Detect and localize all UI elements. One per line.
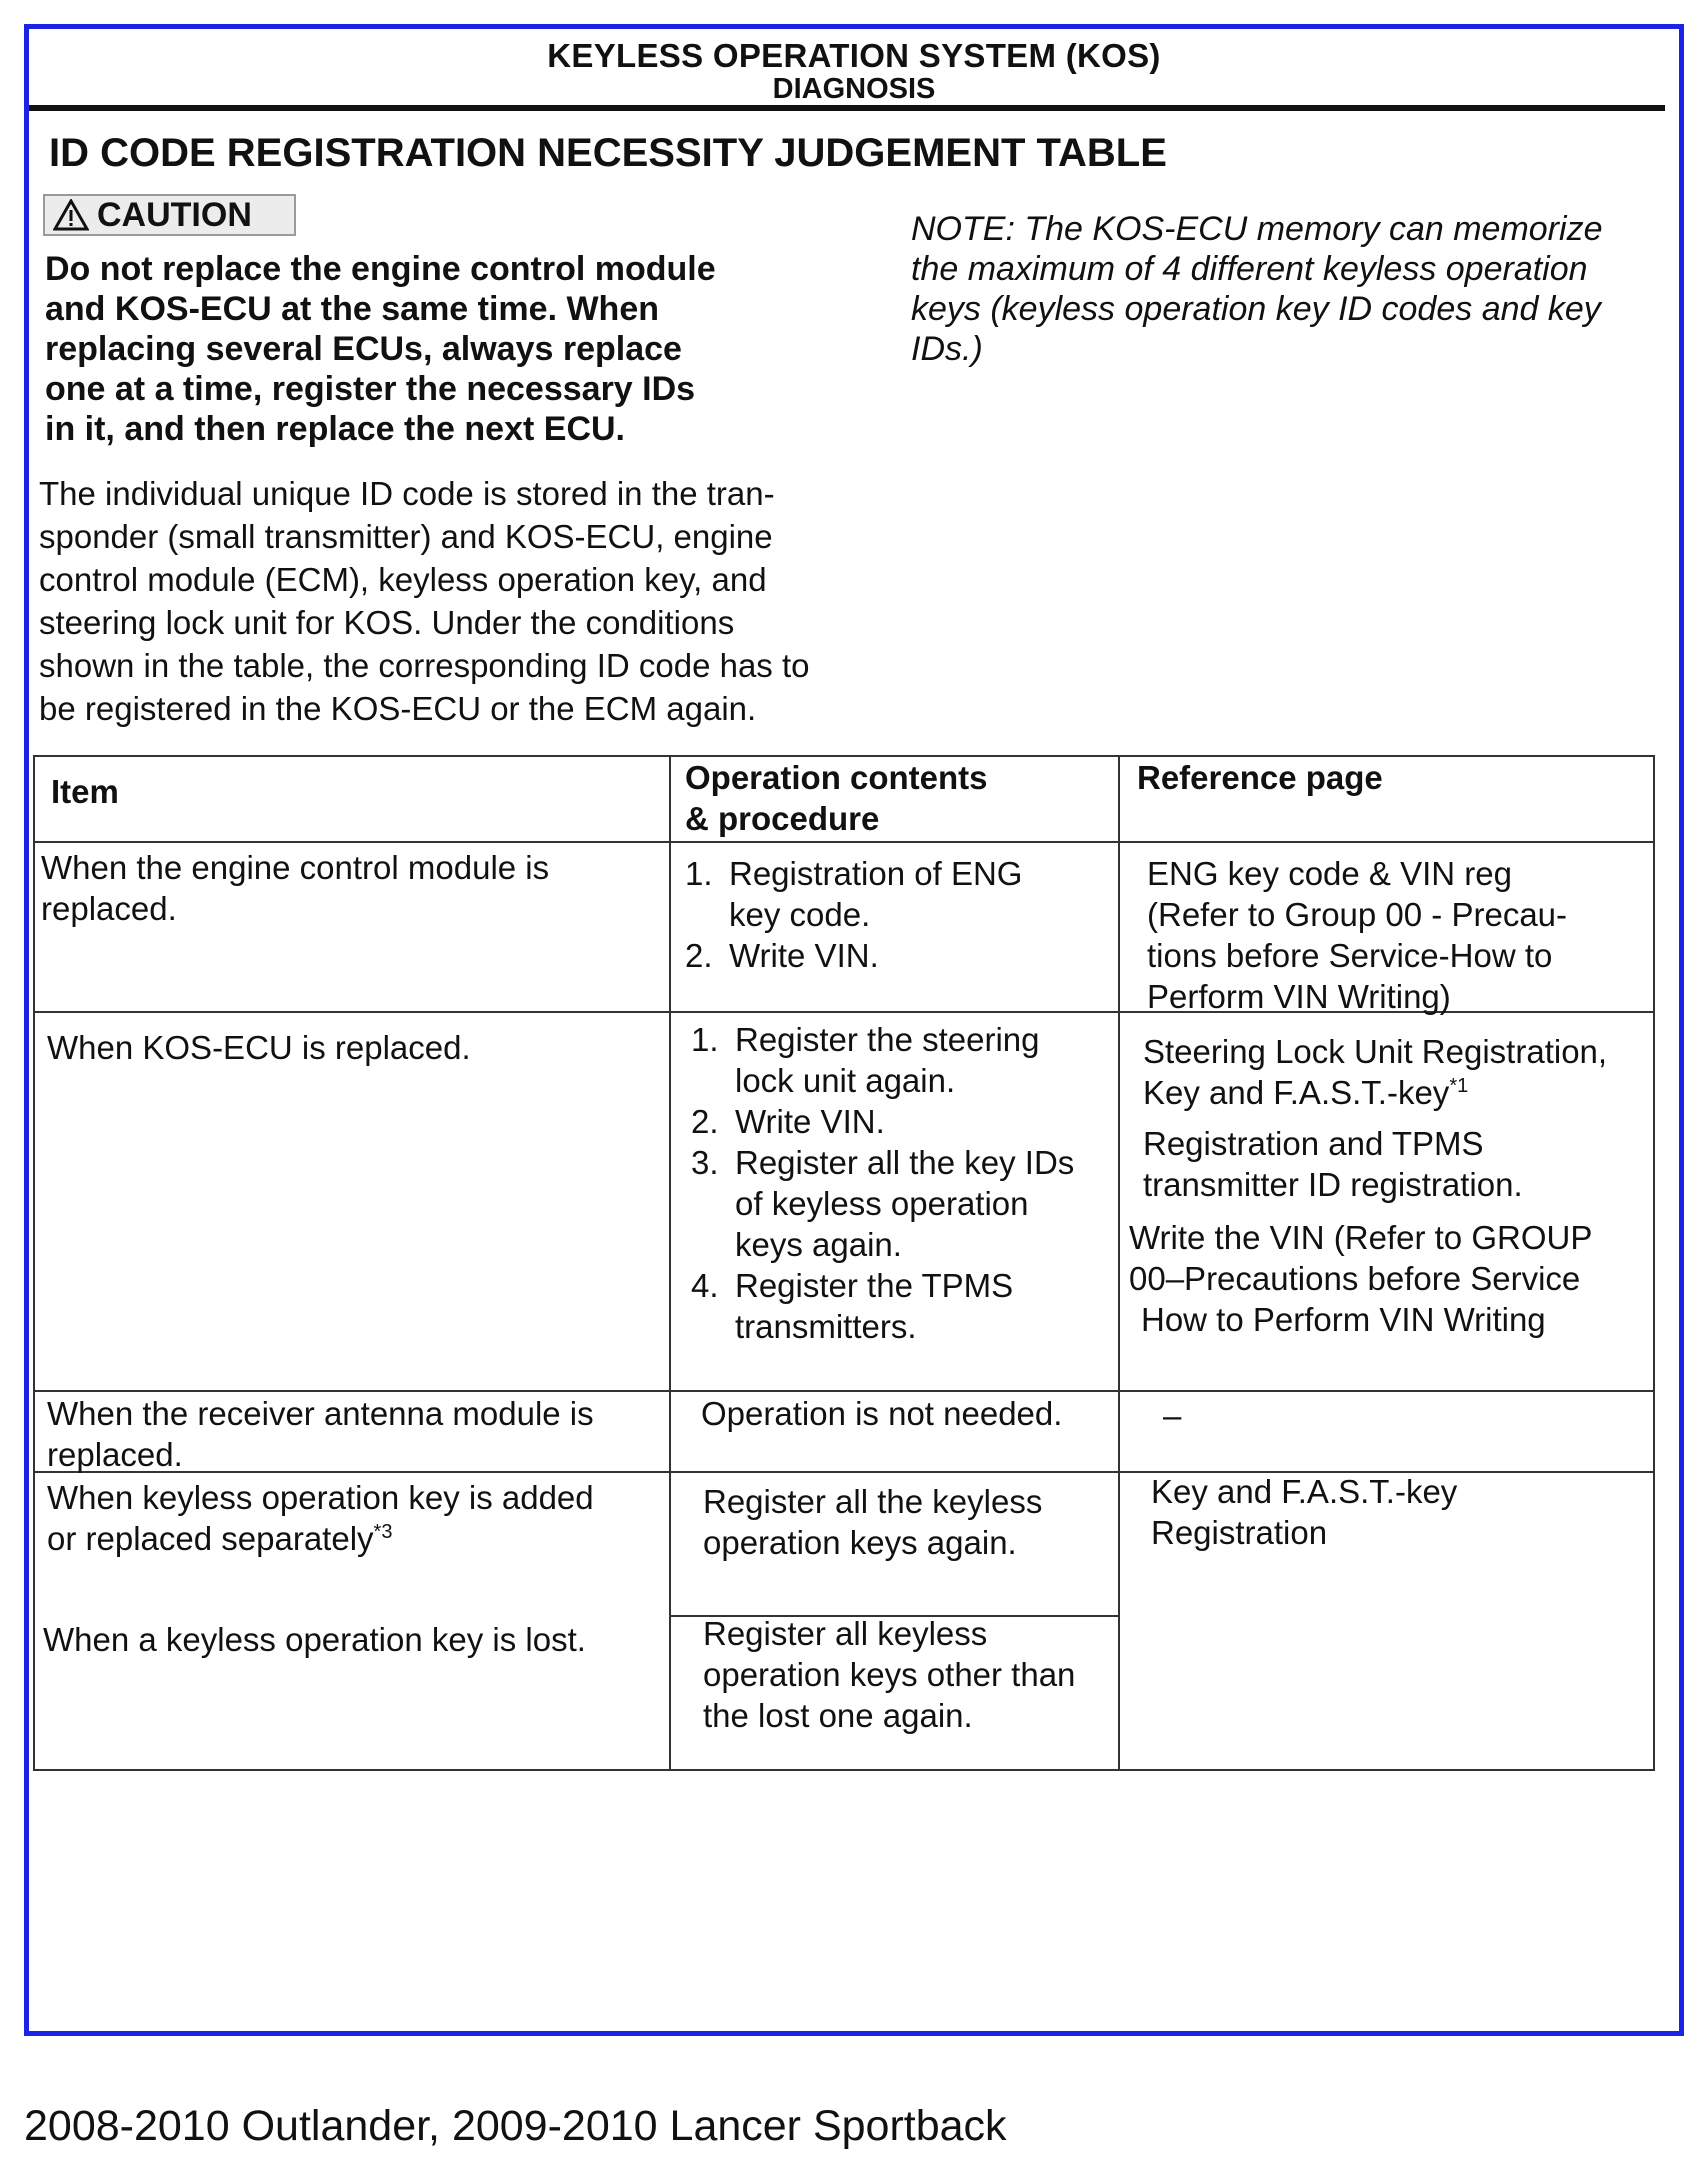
step-text: Write VIN.: [735, 1103, 885, 1140]
step-item: [691, 1142, 1074, 1265]
footnote-marker: *3: [373, 1521, 393, 1543]
cell-line: tions before Service-How to: [1147, 937, 1553, 974]
note-text: [911, 209, 1671, 369]
cell-line: 00–Precautions before Service: [1129, 1260, 1581, 1297]
cell-line: Registration and TPMS: [1143, 1125, 1484, 1162]
cell-line: When the engine control module is: [41, 849, 550, 886]
table-row-item: When KOS-ECU is replaced.: [47, 1029, 471, 1066]
section-header-title: KEYLESS OPERATION SYSTEM (KOS): [547, 37, 1161, 74]
table-divider: [33, 841, 1655, 843]
step-text: [729, 853, 1022, 935]
intro-line: shown in the table, the corresponding ID code has to: [39, 647, 810, 684]
step-text: Write VIN.: [729, 937, 879, 974]
note-line: IDs.): [911, 330, 983, 368]
page-frame: [24, 24, 1684, 2036]
cell-line: lock unit again.: [735, 1062, 956, 1099]
cell-line: operation keys again.: [703, 1524, 1017, 1561]
cell-line: operation keys other than: [703, 1656, 1076, 1693]
step-item: [691, 1101, 1074, 1142]
table-row-steps: [691, 1019, 1074, 1347]
cell-line: Registration of ENG: [729, 855, 1023, 892]
table-row-item: [41, 847, 549, 929]
table-row-item: [47, 1477, 594, 1559]
footer-model-years: 2008-2010 Outlander, 2009-2010 Lancer Sportback: [24, 2102, 1007, 2150]
table-row-reference: [1147, 853, 1567, 1017]
cell-line: replaced.: [47, 1436, 183, 1473]
table-row-operation: [703, 1613, 1075, 1736]
warning-triangle-icon: [53, 199, 89, 231]
page-title: ID CODE REGISTRATION NECESSITY JUDGEMENT TABLE: [49, 131, 1167, 175]
cell-line: Register the steering: [735, 1021, 1040, 1058]
step-number: 4.: [691, 1267, 719, 1304]
cell-line: (Refer to Group 00 - Precau-: [1147, 896, 1568, 933]
column-header-line: & procedure: [685, 800, 880, 837]
table-divider: [669, 755, 671, 1771]
column-header-line: Operation contents: [685, 759, 988, 796]
table-row-reference: –: [1163, 1397, 1182, 1434]
intro-line: The individual unique ID code is stored in the tran-: [39, 475, 775, 512]
table-border: [33, 755, 35, 1771]
section-header-subtitle: DIAGNOSIS: [772, 73, 936, 105]
step-text: [735, 1265, 1013, 1347]
intro-line: be registered in the KOS-ECU or the ECM again.: [39, 690, 757, 727]
step-item: [691, 1265, 1074, 1347]
header-divider: [29, 105, 1665, 111]
cell-line: the lost one again.: [703, 1697, 973, 1734]
cell-line: Register all the key IDs: [735, 1144, 1075, 1181]
cell-text: or replaced separately: [47, 1520, 374, 1557]
table-divider: [33, 1390, 1655, 1392]
cell-line: replaced.: [41, 890, 177, 927]
cell-line: Register the TPMS: [735, 1267, 1014, 1304]
table-border: [1653, 755, 1655, 1771]
intro-line: sponder (small transmitter) and KOS-ECU, engine: [39, 518, 773, 555]
table-row-reference: [1151, 1471, 1457, 1553]
cell-line: Registration: [1151, 1514, 1328, 1551]
caution-line: and KOS-ECU at the same time. When: [45, 290, 659, 328]
caution-text: [45, 249, 845, 449]
caution-label: CAUTION: [97, 195, 252, 234]
cell-line: [47, 1518, 594, 1559]
table-row-item: [47, 1393, 594, 1475]
cell-line: How to Perform VIN Writing: [1141, 1301, 1546, 1338]
table-border: [33, 1769, 1655, 1771]
note-line: NOTE: The KOS-ECU memory can memorize: [911, 210, 1603, 248]
cell-line: When keyless operation key is added: [47, 1479, 594, 1516]
step-number: 3.: [691, 1144, 719, 1181]
step-text: [735, 1142, 1074, 1265]
cell-line: [1129, 1072, 1607, 1113]
cell-line: Perform VIN Writing): [1147, 978, 1451, 1015]
table-row-operation: [703, 1481, 1042, 1563]
table-row-operation: Operation is not needed.: [701, 1395, 1063, 1432]
cell-line: Register all the keyless: [703, 1483, 1043, 1520]
cell-line: keys again.: [735, 1226, 902, 1263]
step-number: 2.: [691, 1103, 719, 1140]
cell-line: Key and F.A.S.T.-key: [1151, 1473, 1458, 1510]
intro-paragraph: [39, 472, 919, 730]
cell-line: ENG key code & VIN reg: [1147, 855, 1512, 892]
caution-line: replacing several ECUs, always replace: [45, 330, 682, 368]
table-divider: [1118, 755, 1120, 1771]
table-row-item: When a keyless operation key is lost.: [43, 1621, 586, 1658]
table-row-reference: [1129, 1031, 1607, 1340]
caution-line: one at a time, register the necessary IDs: [45, 370, 696, 408]
cell-line: transmitters.: [735, 1308, 917, 1345]
footnote-marker: *1: [1449, 1075, 1469, 1097]
cell-line: Register all keyless: [703, 1615, 988, 1652]
step-item: [691, 1019, 1074, 1101]
note-line: keys (keyless operation key ID codes and key: [911, 290, 1601, 328]
caution-line: in it, and then replace the next ECU.: [45, 410, 625, 448]
caution-line: Do not replace the engine control module: [45, 250, 716, 288]
cell-text: Key and F.A.S.T.-key: [1143, 1074, 1450, 1111]
cell-line: transmitter ID registration.: [1143, 1166, 1523, 1203]
caution-badge: [43, 194, 296, 236]
cell-line: When the receiver antenna module is: [47, 1395, 594, 1432]
cell-line: Write the VIN (Refer to GROUP: [1129, 1219, 1593, 1256]
step-item: [685, 853, 1022, 935]
id-code-judgement-table: [33, 755, 1655, 1771]
intro-line: steering lock unit for KOS. Under the conditions: [39, 604, 735, 641]
step-number: 1.: [691, 1021, 719, 1058]
table-row-steps: [685, 853, 1022, 976]
step-number: 2.: [685, 937, 713, 974]
intro-line: control module (ECM), keyless operation key, and: [39, 561, 767, 598]
note-line: the maximum of 4 different keyless operation: [911, 250, 1588, 288]
cell-line: key code.: [729, 896, 871, 933]
step-number: 1.: [685, 855, 713, 892]
step-text: [735, 1019, 1040, 1101]
column-header-reference: Reference page: [1137, 759, 1383, 796]
step-item: [685, 935, 1022, 976]
column-header-item: Item: [51, 773, 119, 810]
cell-line: Steering Lock Unit Registration,: [1143, 1033, 1608, 1070]
cell-line: of keyless operation: [735, 1185, 1029, 1222]
column-header-operation: [685, 757, 988, 839]
